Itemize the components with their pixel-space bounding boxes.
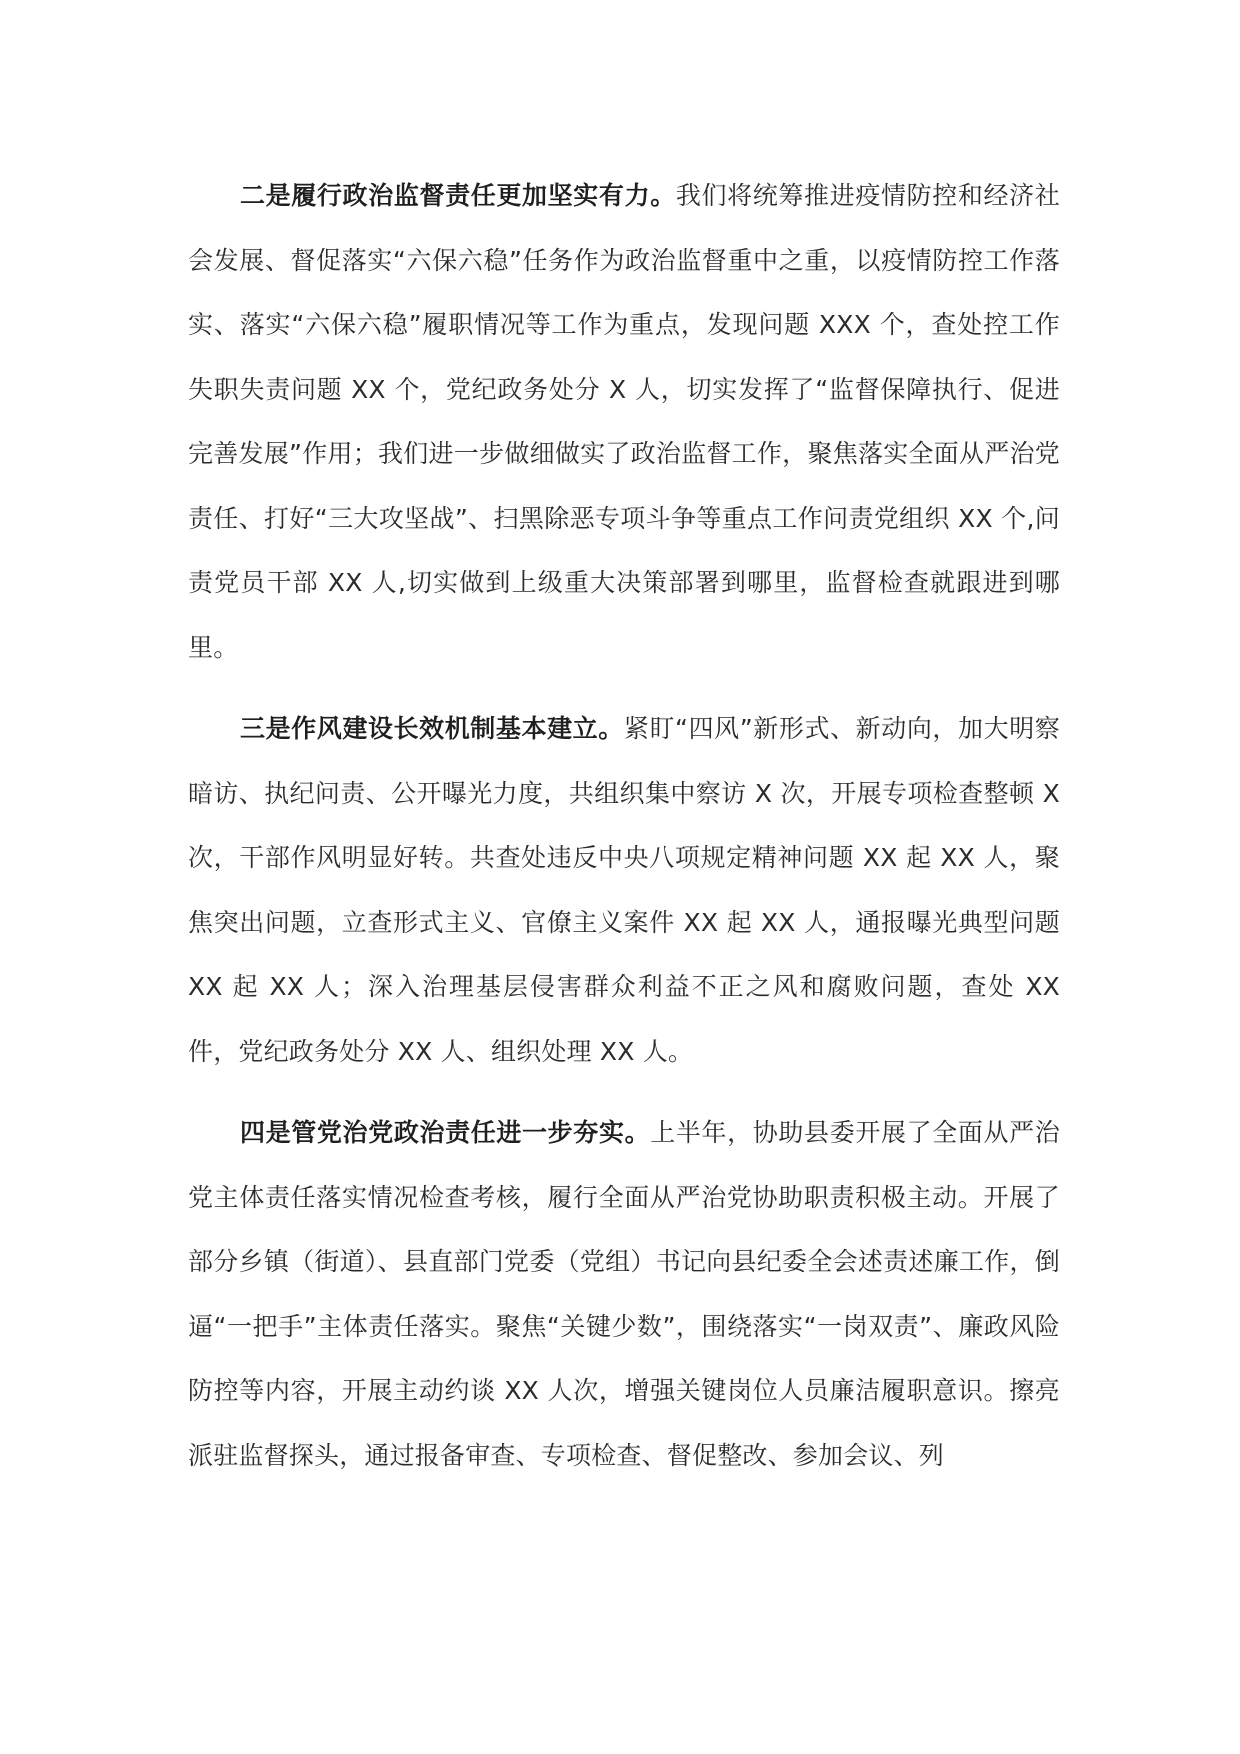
paragraph-body: 上半年，协助县委开展了全面从严治党主体责任落实情况检查考核，履行全面从严治党协助职责积极主动。开展了部分乡镇（街道）、县直部门党委（党组）书记向县纪委全会述责述廉工作，倒逼“一把手”主体责任落实。聚焦“关键少数”，围绕落实“一岗双责”、廉政风险防控等内容，开展主动约谈 XX 人次，增强关键岗位人员廉洁履职意识。擦亮派驻监督探头，通过报备审查、专项检查、督促整改、参加会议、列 xyxy=(188,1118,1060,1470)
paragraph-party-governance xyxy=(188,1101,1060,1488)
document-page xyxy=(188,164,1060,1505)
paragraph-political-supervision xyxy=(188,164,1060,680)
paragraph-body: 我们将统筹推进疫情防控和经济社会发展、督促落实“六保六稳”任务作为政治监督重中之重，以疫情防控工作落实、落实“六保六稳”履职情况等工作为重点，发现问题 XXX 个，查处控工作失职失责问题 XX 个，党纪政务处分 X 人，切实发挥了“监督保障执行、促进完善发展”作用；我们进一步做细做实了政治监督工作，聚焦落实全面从严治党责任、打好“三大攻坚战”、扫黑除恶专项斗争等重点工作问责党组织 XX 个,问责党员干部 XX 人,切实做到上级重大决策部署到哪里，监督检查就跟进到哪里。 xyxy=(188,181,1060,662)
paragraph-body: 紧盯“四风”新形式、新动向，加大明察暗访、执纪问责、公开曝光力度，共组织集中察访 X 次，开展专项检查整顿 X 次，干部作风明显好转。共查处违反中央八项规定精神问题 XX 起 XX 人，聚焦突出问题，立查形式主义、官僚主义案件 XX 起 XX 人，通报曝光典型问题 XX 起 XX 人；深入治理基层侵害群众利益不正之风和腐败问题，查处 XX 件，党纪政务处分 XX 人、组织处理 XX 人。 xyxy=(188,714,1060,1066)
paragraph-heading: 四是管党治党政治责任进一步夯实。 xyxy=(240,1118,651,1147)
paragraph-heading: 三是作风建设长效机制基本建立。 xyxy=(240,714,624,743)
paragraph-work-style xyxy=(188,697,1060,1084)
paragraph-heading: 二是履行政治监督责任更加坚实有力。 xyxy=(240,181,676,210)
